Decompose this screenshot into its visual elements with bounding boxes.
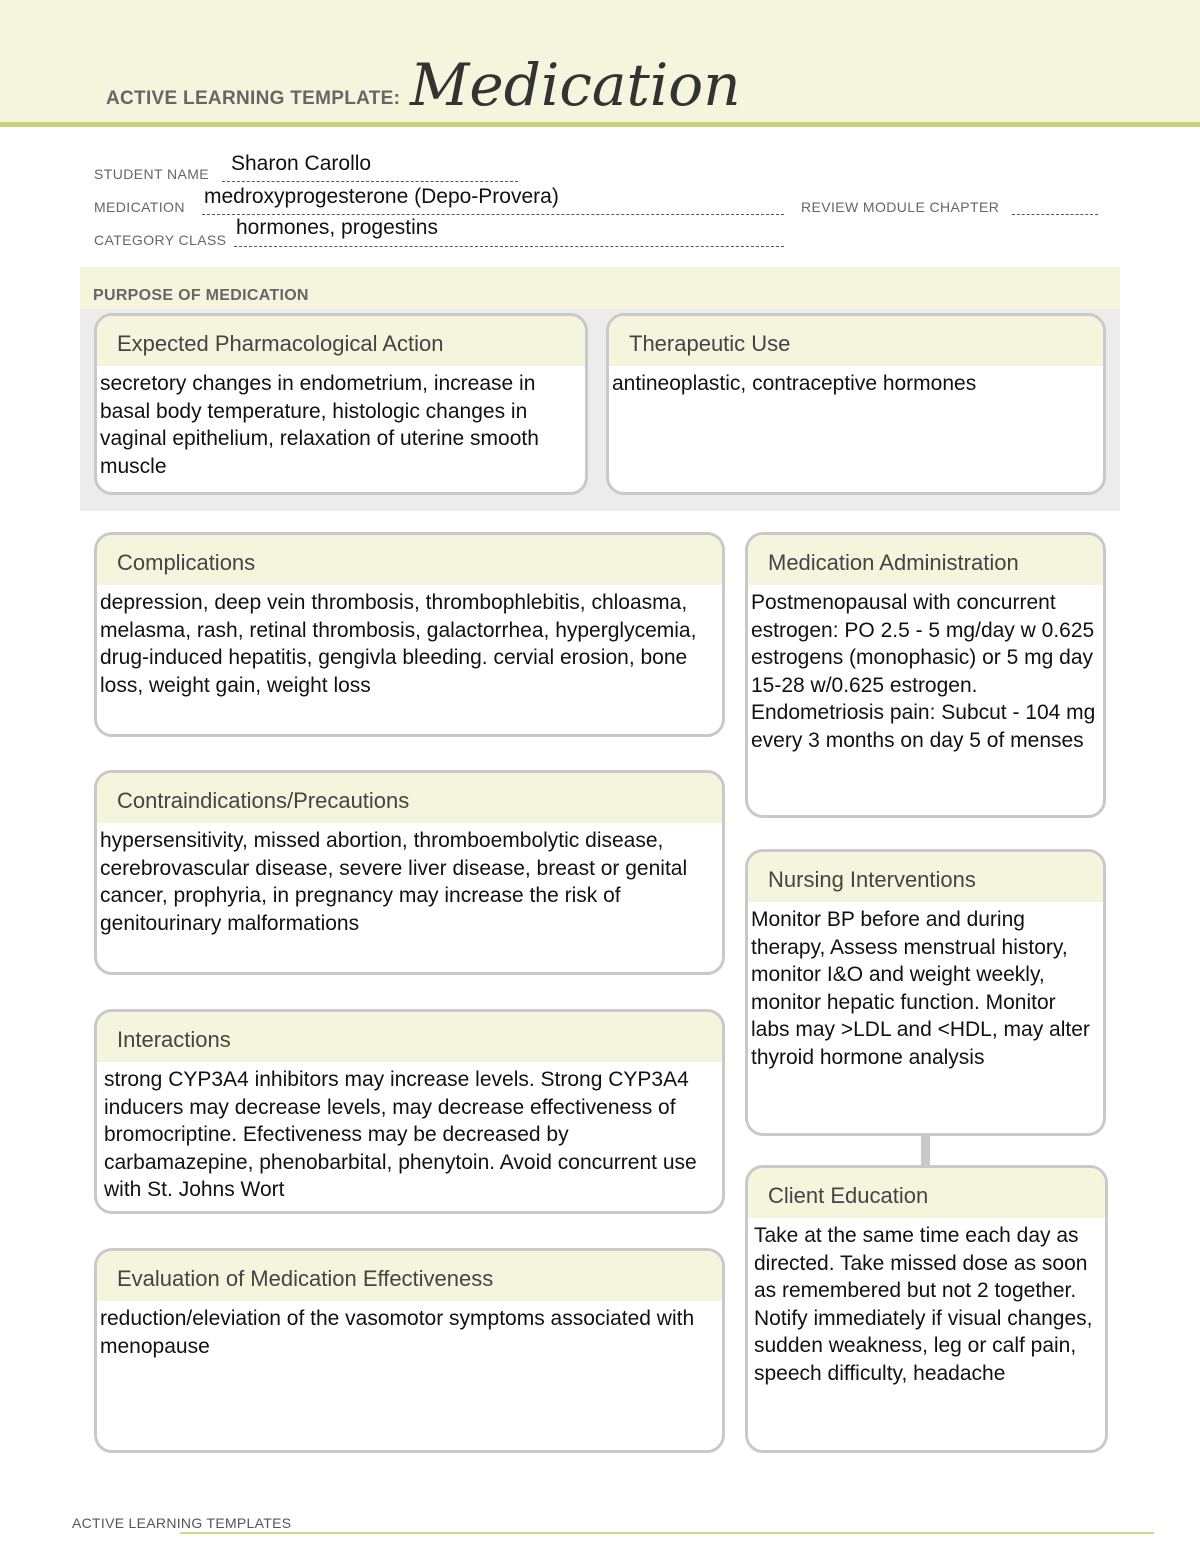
nursing-interventions-title: Nursing Interventions [748,852,1103,902]
contraindications-title: Contraindications/Precautions [97,773,722,823]
client-education-box [745,1165,1108,1453]
purpose-label: PURPOSE OF MEDICATION [93,287,309,304]
page-title: Medication [410,51,741,119]
review-module-line [1012,214,1098,215]
therapeutic-use-box [606,313,1106,495]
medication-line [202,214,784,215]
interactions-title: Interactions [97,1012,722,1062]
nursing-interventions-text[interactable]: Monitor BP before and during therapy, Assess menstrual history, monitor I&O and weight weekly, monitor hepatic function. Monitor labs may >LDL and <HDL, may alter thyroid hormone analysis [751,908,1090,1069]
client-education-text[interactable]: Take at the same time each day as directed. Take missed dose as soon as remembered but not 2 together. Notify immediately if visual changes, sudden weakness, leg or calf pain, speech difficulty, headache [754,1224,1093,1385]
student-name-field[interactable]: Sharon Carollo [231,152,372,175]
interactions-box [94,1009,725,1214]
evaluation-box [94,1248,725,1453]
template-label: ACTIVE LEARNING TEMPLATE: [106,88,401,109]
footer-rule [180,1532,1154,1534]
student-name-label: STUDENT NAME [94,166,209,182]
footer-label: ACTIVE LEARNING TEMPLATES [72,1515,292,1531]
expected-action-text[interactable]: secretory changes in endometrium, increase in basal body temperature, histologic changes in vaginal epithelium, relaxation of uterine smooth muscle [100,372,539,478]
expected-action-title: Expected Pharmacological Action [97,316,585,366]
client-education-title: Client Education [748,1168,1105,1218]
nursing-interventions-box [745,849,1106,1136]
expected-action-box [94,313,588,495]
medication-label: MEDICATION [94,199,185,215]
connector-bar [921,1134,930,1166]
category-class-label: CATEGORY CLASS [94,232,227,248]
evaluation-title: Evaluation of Medication Effectiveness [97,1251,722,1301]
contraindications-box [94,770,725,975]
complications-box [94,532,725,737]
therapeutic-use-title: Therapeutic Use [609,316,1103,366]
interactions-text[interactable]: strong CYP3A4 inhibitors may increase levels. Strong CYP3A4 inducers may decrease levels, may decrease effectiveness of bromocriptine. Efectiveness may be decreased by carbamazepine, phenobarbital, phenytoin. Avoid concurrent use with St. Johns Wort [104,1068,697,1201]
contraindications-text[interactable]: hypersensitivity, missed abortion, thromboembolytic disease, cerebrovascular disease, severe liver disease, breast or genital cancer, prophyria, in pregnancy may increase the risk of genitourinary malformations [100,829,688,935]
medication-administration-box [745,532,1106,818]
review-module-label: REVIEW MODULE CHAPTER [801,199,1000,215]
medication-administration-title: Medication Administration [748,535,1103,585]
therapeutic-use-text[interactable]: antineoplastic, contraceptive hormones [612,372,977,395]
category-class-line [234,246,784,247]
header-rule [0,122,1200,127]
medication-administration-text[interactable]: Postmenopausal with concurrent estrogen: PO 2.5 - 5 mg/day w 0.625 estrogens (monophasic) or 5 mg day 15-28 w/0.625 estrogen. Endometriosis pain: Subcut - 104 mg every 3 months on day 5 of menses [751,591,1096,752]
medication-field[interactable]: medroxyprogesterone (Depo-Provera) [204,185,559,208]
complications-text[interactable]: depression, deep vein thrombosis, thrombophlebitis, chloasma, melasma, rash, retinal thrombosis, galactorrhea, hyperglycemia, drug-induced hepatitis, gengivla bleeding. cervial erosion, bone loss, weight gain, weight loss [100,591,697,697]
evaluation-text[interactable]: reduction/eleviation of the vasomotor symptoms associated with menopause [100,1307,695,1358]
category-class-field[interactable]: hormones, progestins [236,216,438,239]
complications-title: Complications [97,535,722,585]
student-name-line [222,181,518,182]
